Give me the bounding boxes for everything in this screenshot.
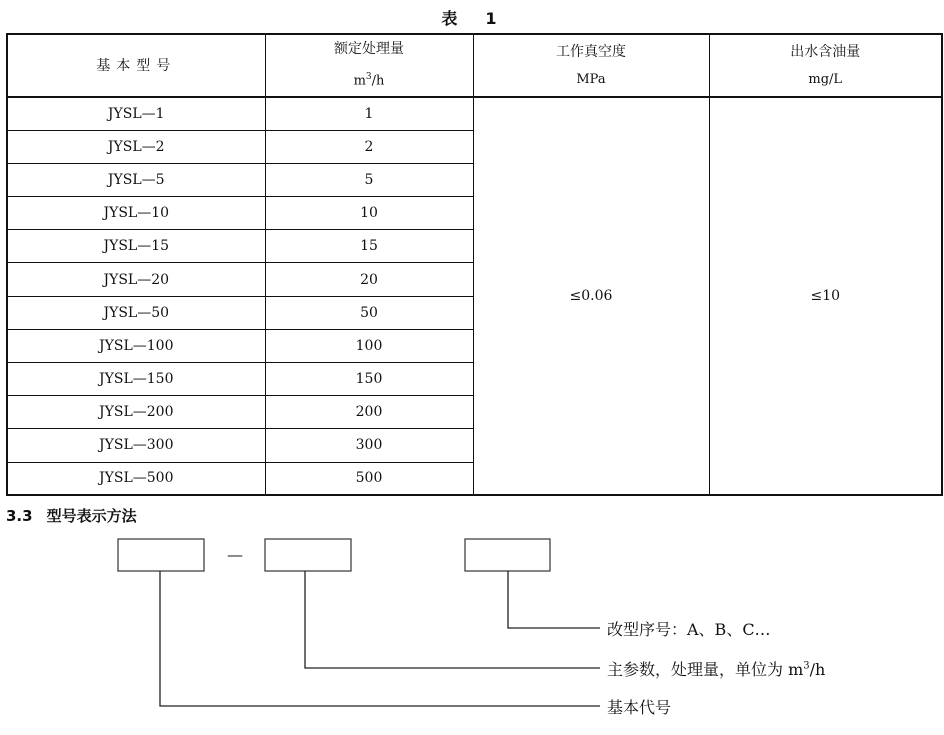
capacity-unit-exp: 3 (365, 72, 372, 83)
cell-capacity: 10 (265, 197, 473, 230)
cell-model: JYSL—10 (7, 197, 265, 230)
cell-capacity: 150 (265, 363, 473, 396)
revision-box (465, 539, 550, 571)
cell-model: JYSL—2 (7, 130, 265, 163)
cell-capacity: 20 (265, 263, 473, 296)
cell-model: JYSL—50 (7, 296, 265, 329)
header-vacuum-unit: MPa (576, 71, 606, 87)
revision-label: 改型序号：A、B、C… (607, 620, 771, 639)
section-title: 型号表示方法 (46, 507, 137, 525)
cell-model: JYSL—1 (7, 97, 265, 130)
main-param-label-prefix: 主参数，处理量，单位为 m (607, 660, 804, 679)
header-vacuum-label: 工作真空度 (556, 43, 626, 60)
cell-capacity: 200 (265, 396, 473, 429)
main-param-label-exp: 3 (803, 660, 810, 672)
cell-capacity: 1 (265, 97, 473, 130)
cell-capacity: 50 (265, 296, 473, 329)
section-number: 3.3 (6, 507, 33, 525)
cell-model: JYSL—5 (7, 163, 265, 196)
capacity-unit-tail: /h (371, 73, 385, 89)
cell-oil-value: ≤10 (709, 97, 942, 495)
cell-capacity: 5 (265, 163, 473, 196)
cell-model: JYSL—200 (7, 396, 265, 429)
cell-capacity: 500 (265, 462, 473, 495)
cell-model: JYSL—15 (7, 230, 265, 263)
cell-capacity: 100 (265, 329, 473, 362)
cell-model: JYSL—150 (7, 363, 265, 396)
base-code-box (118, 539, 204, 571)
separator-dash: — (227, 545, 243, 564)
param-leader-line (305, 571, 600, 668)
header-capacity-label: 额定处理量 (334, 41, 404, 58)
cell-capacity: 15 (265, 230, 473, 263)
header-oil-unit: mg/L (808, 71, 843, 87)
main-param-label (607, 657, 825, 680)
base-leader-line (160, 571, 600, 706)
header-oil-label: 出水含油量 (790, 43, 861, 60)
cell-capacity: 2 (265, 130, 473, 163)
header-model-label: 基本型号 (96, 57, 177, 74)
revision-leader-line (508, 571, 600, 628)
cell-model: JYSL—20 (7, 263, 265, 296)
cell-model: JYSL—500 (7, 462, 265, 495)
cell-vacuum-value: ≤0.06 (473, 97, 709, 495)
cell-model: JYSL—100 (7, 329, 265, 362)
cell-capacity: 300 (265, 429, 473, 462)
main-param-box (265, 539, 351, 571)
cell-model: JYSL—300 (7, 429, 265, 462)
capacity-unit-base: m (353, 73, 366, 89)
table-caption: 表 1 (441, 9, 503, 28)
base-code-label: 基本代号 (607, 698, 672, 717)
main-param-label-tail: /h (809, 660, 826, 679)
